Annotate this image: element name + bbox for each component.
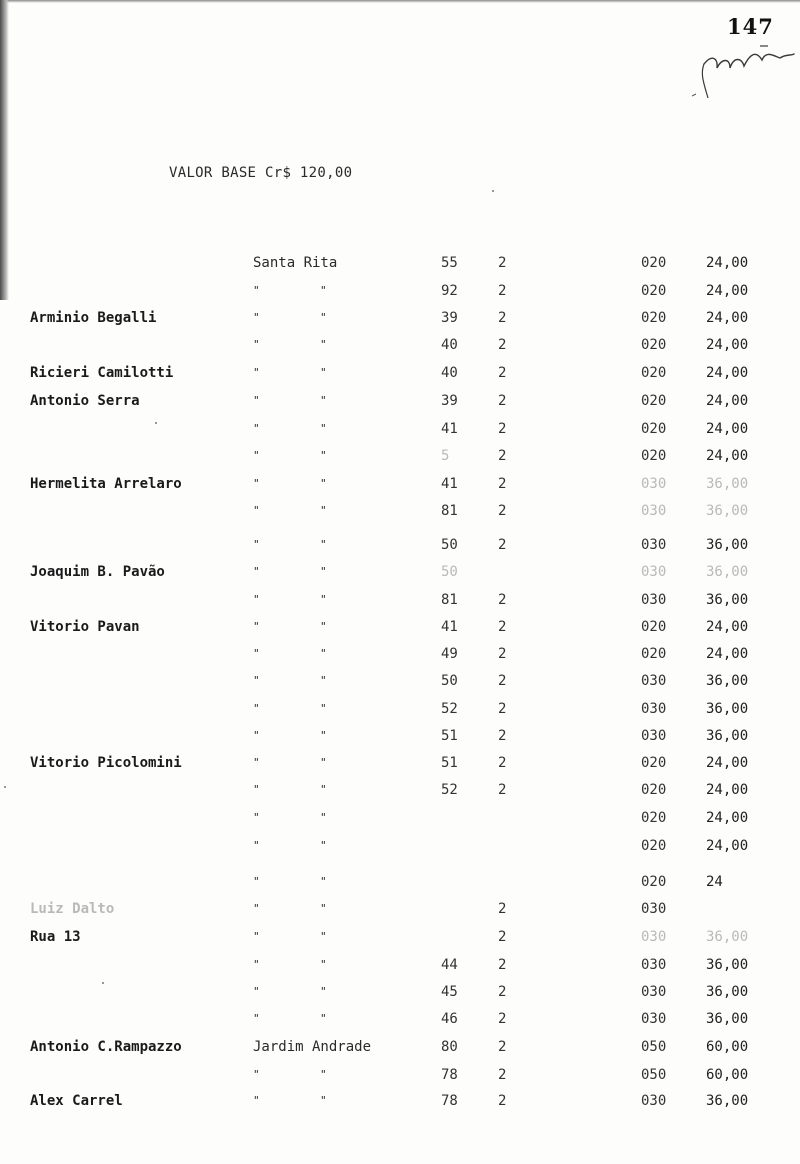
quantity: 2 [498, 929, 507, 945]
scan-speck [492, 190, 494, 192]
location-ditto: " [320, 620, 327, 633]
lot-number: 50 [441, 673, 458, 689]
location: " [253, 504, 260, 517]
lot-number: 46 [441, 1011, 458, 1027]
assessed-value: 36,00 [706, 984, 749, 1000]
lot-number: 52 [441, 701, 458, 717]
ledger-row [0, 390, 800, 412]
area-code: 020 [641, 782, 667, 798]
ledger-row [0, 589, 800, 611]
owner-name: Rua 13 [30, 929, 81, 945]
ledger-row [0, 698, 800, 720]
location: " [253, 647, 260, 660]
ledger-row [0, 981, 800, 1003]
ledger-row [0, 473, 800, 495]
location-ditto: " [320, 311, 327, 324]
area-code: 020 [641, 838, 667, 854]
ledger-row [0, 835, 800, 857]
lot-number: 78 [441, 1067, 458, 1083]
ledger-row [0, 643, 800, 665]
handwritten-initials [690, 44, 795, 106]
ledger-row [0, 362, 800, 384]
quantity: 2 [498, 255, 507, 271]
owner-name: Ricieri Camilotti [30, 365, 174, 381]
assessed-value: 60,00 [706, 1039, 749, 1055]
ledger-row [0, 418, 800, 440]
owner-name: Vitorio Pavan [30, 619, 140, 635]
location-ditto: " [320, 674, 327, 687]
page-number: 147 [727, 14, 774, 39]
area-code: 030 [641, 728, 667, 744]
location: " [253, 366, 260, 379]
lot-number: 51 [441, 728, 458, 744]
ledger-row [0, 1090, 800, 1112]
location: " [253, 311, 260, 324]
location-ditto: " [320, 647, 327, 660]
quantity: 2 [498, 901, 507, 917]
area-code: 030 [641, 901, 667, 917]
location: " [253, 449, 260, 462]
location-ditto: " [320, 338, 327, 351]
area-code: 030 [641, 537, 667, 553]
assessed-value: 36,00 [706, 503, 749, 519]
ledger-row [0, 752, 800, 774]
lot-number: 40 [441, 365, 458, 381]
assessed-value: 24,00 [706, 283, 749, 299]
scan-top-edge [0, 0, 800, 3]
assessed-value: 24,00 [706, 393, 749, 409]
location-ditto: " [320, 783, 327, 796]
ledger-row [0, 616, 800, 638]
assessed-value: 36,00 [706, 1093, 749, 1109]
location-ditto: " [320, 394, 327, 407]
assessed-value: 24,00 [706, 646, 749, 662]
lot-number: 78 [441, 1093, 458, 1109]
location-ditto: " [320, 839, 327, 852]
assessed-value: 36,00 [706, 929, 749, 945]
owner-name: Antonio C.Rampazzo [30, 1039, 182, 1055]
assessed-value: 24,00 [706, 838, 749, 854]
quantity: 2 [498, 957, 507, 973]
area-code: 030 [641, 929, 667, 945]
ledger-row [0, 779, 800, 801]
lot-number: 55 [441, 255, 458, 271]
lot-number: 92 [441, 283, 458, 299]
location: " [253, 338, 260, 351]
area-code: 020 [641, 755, 667, 771]
location-ditto: " [320, 702, 327, 715]
area-code: 030 [641, 564, 667, 580]
assessed-value: 24,00 [706, 810, 749, 826]
area-code: 020 [641, 255, 667, 271]
owner-name: Joaquim B. Pavão [30, 564, 165, 580]
ledger-row [0, 926, 800, 948]
location: " [253, 729, 260, 742]
location-ditto: " [320, 449, 327, 462]
location: " [253, 565, 260, 578]
location-ditto: " [320, 284, 327, 297]
assessed-value: 36,00 [706, 476, 749, 492]
assessed-value: 24,00 [706, 755, 749, 771]
lot-number: 81 [441, 592, 458, 608]
ledger-row [0, 1008, 800, 1030]
area-code: 020 [641, 365, 667, 381]
area-code: 020 [641, 310, 667, 326]
ledger-row [0, 725, 800, 747]
valor-base-header: VALOR BASE Cr$ 120,00 [169, 165, 353, 181]
location-ditto: " [320, 477, 327, 490]
location: " [253, 394, 260, 407]
area-code: 020 [641, 646, 667, 662]
assessed-value: 36,00 [706, 957, 749, 973]
lot-number: 41 [441, 476, 458, 492]
area-code: 030 [641, 957, 667, 973]
area-code: 050 [641, 1039, 667, 1055]
location-ditto: " [320, 756, 327, 769]
area-code: 030 [641, 673, 667, 689]
location: " [253, 902, 260, 915]
area-code: 030 [641, 476, 667, 492]
location: " [253, 875, 260, 888]
area-code: 020 [641, 283, 667, 299]
owner-name: Alex Carrel [30, 1093, 123, 1109]
location: " [253, 620, 260, 633]
lot-number: 50 [441, 537, 458, 553]
quantity: 2 [498, 755, 507, 771]
area-code: 030 [641, 503, 667, 519]
quantity: 2 [498, 1067, 507, 1083]
location-ditto: " [320, 1094, 327, 1107]
quantity: 2 [498, 592, 507, 608]
location: " [253, 284, 260, 297]
quantity: 2 [498, 476, 507, 492]
area-code: 030 [641, 984, 667, 1000]
assessed-value: 24,00 [706, 310, 749, 326]
owner-name: Luiz Dalto [30, 901, 115, 917]
location: " [253, 1094, 260, 1107]
ledger-row [0, 670, 800, 692]
lot-number: 80 [441, 1039, 458, 1055]
ledger-row [0, 334, 800, 356]
quantity: 2 [498, 503, 507, 519]
lot-number: 39 [441, 310, 458, 326]
assessed-value: 24,00 [706, 782, 749, 798]
area-code: 030 [641, 1011, 667, 1027]
ledger-row [0, 954, 800, 976]
quantity: 2 [498, 984, 507, 1000]
lot-number: 39 [441, 393, 458, 409]
quantity: 2 [498, 1011, 507, 1027]
area-code: 030 [641, 1093, 667, 1109]
ledger-row [0, 1064, 800, 1086]
quantity: 2 [498, 310, 507, 326]
quantity: 2 [498, 1039, 507, 1055]
owner-name: Vitorio Picolomini [30, 755, 182, 771]
location-ditto: " [320, 1068, 327, 1081]
location-ditto: " [320, 593, 327, 606]
ledger-row [0, 898, 800, 920]
ledger-row [0, 871, 800, 893]
quantity: 2 [498, 673, 507, 689]
location: " [253, 702, 260, 715]
location-ditto: " [320, 366, 327, 379]
quantity: 2 [498, 365, 507, 381]
location-ditto: " [320, 902, 327, 915]
owner-name: Hermelita Arrelaro [30, 476, 182, 492]
assessed-value: 24,00 [706, 421, 749, 437]
assessed-value: 36,00 [706, 673, 749, 689]
ledger-row [0, 807, 800, 829]
quantity: 2 [498, 448, 507, 464]
area-code: 020 [641, 448, 667, 464]
location: " [253, 593, 260, 606]
area-code: 020 [641, 393, 667, 409]
assessed-value: 60,00 [706, 1067, 749, 1083]
ledger-row [0, 534, 800, 556]
ledger-row [0, 252, 800, 274]
assessed-value: 36,00 [706, 728, 749, 744]
quantity: 2 [498, 1093, 507, 1109]
location: Jardim Andrade [253, 1039, 372, 1055]
quantity: 2 [498, 782, 507, 798]
area-code: 020 [641, 421, 667, 437]
area-code: 030 [641, 701, 667, 717]
assessed-value: 36,00 [706, 1011, 749, 1027]
location: " [253, 538, 260, 551]
location: " [253, 930, 260, 943]
location: " [253, 1068, 260, 1081]
lot-number: 45 [441, 984, 458, 1000]
location: " [253, 477, 260, 490]
quantity: 2 [498, 701, 507, 717]
lot-number: 5 [441, 448, 450, 464]
location-ditto: " [320, 811, 327, 824]
location-ditto: " [320, 565, 327, 578]
location: " [253, 756, 260, 769]
assessed-value: 24,00 [706, 365, 749, 381]
area-code: 020 [641, 810, 667, 826]
area-code: 020 [641, 337, 667, 353]
ledger-row [0, 1036, 800, 1058]
quantity: 2 [498, 537, 507, 553]
location: " [253, 1012, 260, 1025]
location-ditto: " [320, 958, 327, 971]
assessed-value: 36,00 [706, 564, 749, 580]
location: " [253, 839, 260, 852]
lot-number: 40 [441, 337, 458, 353]
ledger-row [0, 500, 800, 522]
location-ditto: " [320, 985, 327, 998]
owner-name: Arminio Begalli [30, 310, 157, 326]
quantity: 2 [498, 393, 507, 409]
assessed-value: 36,00 [706, 592, 749, 608]
location: Santa Rita [253, 255, 338, 271]
assessed-value: 24 [706, 874, 723, 890]
location-ditto: " [320, 875, 327, 888]
location: " [253, 985, 260, 998]
ledger-row [0, 561, 800, 583]
location-ditto: " [320, 930, 327, 943]
area-code: 030 [641, 592, 667, 608]
quantity: 2 [498, 337, 507, 353]
owner-name: Antonio Serra [30, 393, 140, 409]
lot-number: 49 [441, 646, 458, 662]
lot-number: 41 [441, 421, 458, 437]
location: " [253, 811, 260, 824]
lot-number: 44 [441, 957, 458, 973]
lot-number: 51 [441, 755, 458, 771]
assessed-value: 36,00 [706, 701, 749, 717]
lot-number: 50 [441, 564, 458, 580]
location: " [253, 958, 260, 971]
lot-number: 81 [441, 503, 458, 519]
ledger-row [0, 280, 800, 302]
location: " [253, 674, 260, 687]
area-code: 050 [641, 1067, 667, 1083]
area-code: 020 [641, 874, 667, 890]
quantity: 2 [498, 421, 507, 437]
location: " [253, 783, 260, 796]
quantity: 2 [498, 283, 507, 299]
location-ditto: " [320, 538, 327, 551]
location-ditto: " [320, 1012, 327, 1025]
assessed-value: 24,00 [706, 337, 749, 353]
location: " [253, 422, 260, 435]
location-ditto: " [320, 729, 327, 742]
assessed-value: 36,00 [706, 537, 749, 553]
lot-number: 52 [441, 782, 458, 798]
assessed-value: 24,00 [706, 619, 749, 635]
assessed-value: 24,00 [706, 255, 749, 271]
quantity: 2 [498, 728, 507, 744]
location-ditto: " [320, 422, 327, 435]
ledger-row [0, 307, 800, 329]
location-ditto: " [320, 504, 327, 517]
lot-number: 41 [441, 619, 458, 635]
quantity: 2 [498, 646, 507, 662]
area-code: 020 [641, 619, 667, 635]
quantity: 2 [498, 619, 507, 635]
ledger-row [0, 445, 800, 467]
assessed-value: 24,00 [706, 448, 749, 464]
